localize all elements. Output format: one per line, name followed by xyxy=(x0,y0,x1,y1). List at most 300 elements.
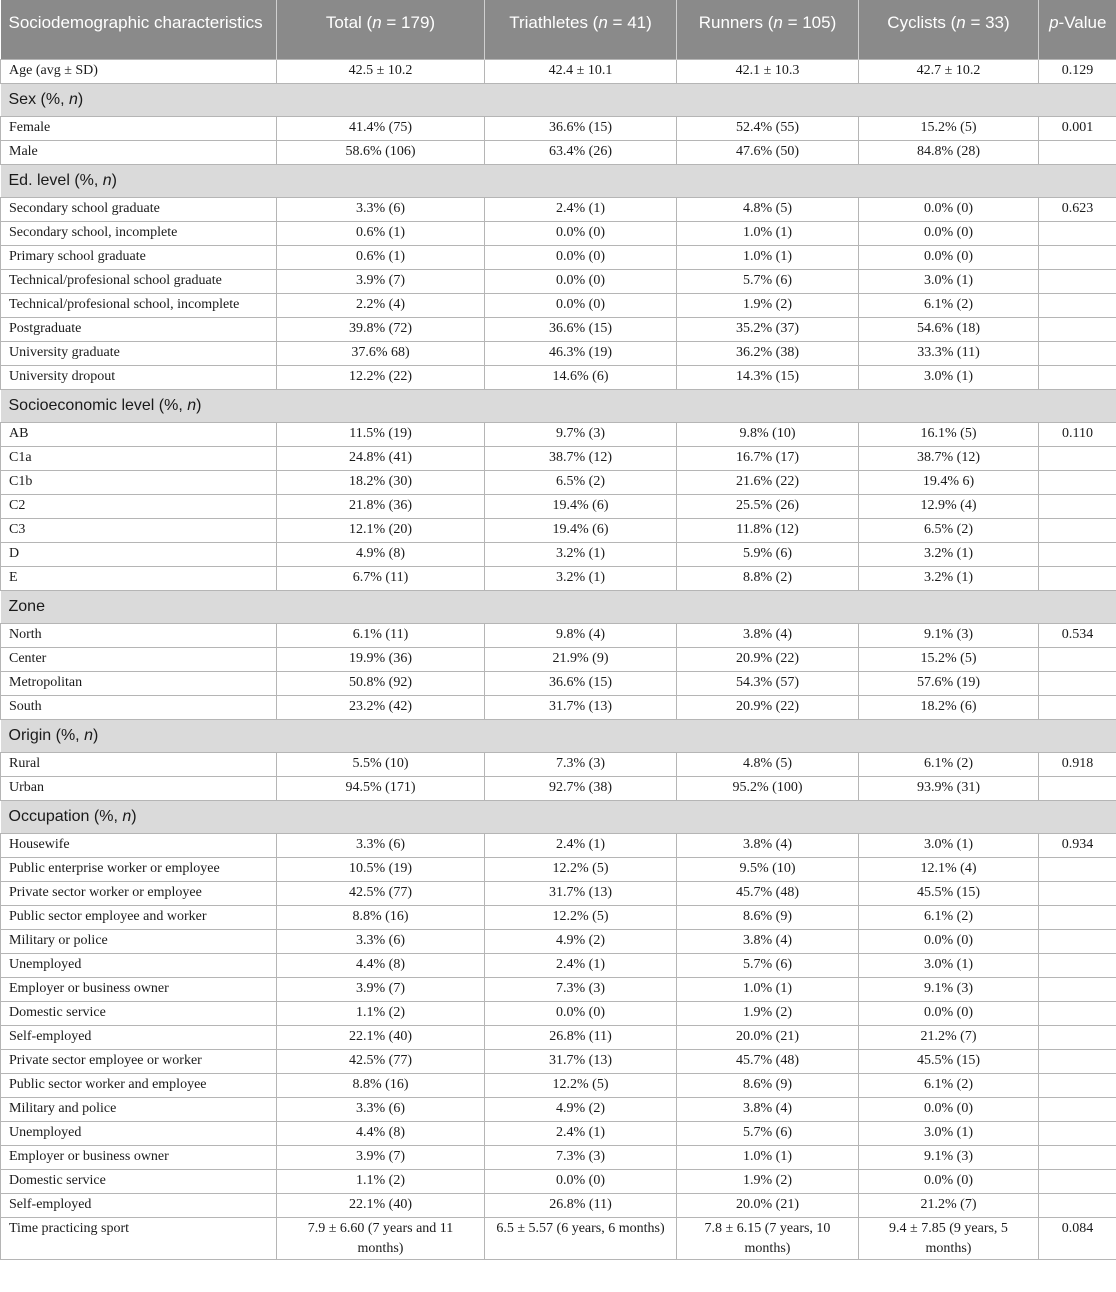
cell-runners: 54.3% (57) xyxy=(677,671,859,695)
cell-triathletes: 0.0% (0) xyxy=(485,1001,677,1025)
table-row-time-practicing xyxy=(1,1217,1116,1259)
equals-sign: = xyxy=(782,13,803,32)
row-label: Self-employed xyxy=(1,1025,277,1049)
cell-total: 3.3% (6) xyxy=(277,929,485,953)
cell-runners: 8.6% (9) xyxy=(677,1073,859,1097)
cell-cyclists: 45.5% (15) xyxy=(859,1049,1039,1073)
cell-runners: 20.0% (21) xyxy=(677,1025,859,1049)
cell-triathletes: 6.5% (2) xyxy=(485,470,677,494)
section-header xyxy=(1,389,1116,422)
cell-cyclists: 9.1% (3) xyxy=(859,977,1039,1001)
table-row xyxy=(1,245,1116,269)
cell-runners: 35.2% (37) xyxy=(677,317,859,341)
row-label: University graduate xyxy=(1,341,277,365)
cell-triathletes: 0.0% (0) xyxy=(485,245,677,269)
cell-p-value xyxy=(1039,1121,1116,1145)
cell-cyclists: 3.0% (1) xyxy=(859,269,1039,293)
table-row xyxy=(1,566,1116,590)
cell-cyclists: 45.5% (15) xyxy=(859,881,1039,905)
header-total: Total (n = 179) xyxy=(277,0,485,59)
cell-total: 4.9% (8) xyxy=(277,542,485,566)
cell-triathletes: 31.7% (13) xyxy=(485,695,677,719)
row-label: Public sector employee and worker xyxy=(1,905,277,929)
cell-total: 3.9% (7) xyxy=(277,1145,485,1169)
n-symbol: n xyxy=(372,13,382,32)
cell-total: 3.9% (7) xyxy=(277,977,485,1001)
cell-runners: 3.8% (4) xyxy=(677,833,859,857)
cell-runners: 20.9% (22) xyxy=(677,695,859,719)
row-label: Military and police xyxy=(1,1097,277,1121)
row-label: E xyxy=(1,566,277,590)
header-p-value-label: -Value xyxy=(1058,13,1107,32)
row-label: Metropolitan xyxy=(1,671,277,695)
cell-total: 1.1% (2) xyxy=(277,1169,485,1193)
table-row xyxy=(1,542,1116,566)
cell-p-value xyxy=(1039,140,1116,164)
cell-total: 0.6% (1) xyxy=(277,221,485,245)
cell-total: 8.8% (16) xyxy=(277,1073,485,1097)
cell-cyclists: 18.2% (6) xyxy=(859,695,1039,719)
header-p-value xyxy=(1039,0,1116,59)
cell-runners: 5.7% (6) xyxy=(677,1121,859,1145)
section-title-text: Zone xyxy=(8,597,45,615)
cell-triathletes: 19.4% (6) xyxy=(485,494,677,518)
cell-triathletes: 14.6% (6) xyxy=(485,365,677,389)
row-label: C1a xyxy=(1,446,277,470)
cell-cyclists: 57.6% (19) xyxy=(859,671,1039,695)
cell-cyclists: 21.2% (7) xyxy=(859,1193,1039,1217)
cell-total: 39.8% (72) xyxy=(277,317,485,341)
cell-runners: 1.9% (2) xyxy=(677,1169,859,1193)
cell-runners: 1.0% (1) xyxy=(677,977,859,1001)
cell-p-value: 0.129 xyxy=(1039,59,1116,83)
cell-runners: 9.5% (10) xyxy=(677,857,859,881)
cell-runners: 1.9% (2) xyxy=(677,293,859,317)
header-triathletes: Triathletes (n = 41) xyxy=(485,0,677,59)
cell-cyclists: 3.0% (1) xyxy=(859,1121,1039,1145)
row-label: Employer or business owner xyxy=(1,977,277,1001)
table-row xyxy=(1,833,1116,857)
cell-triathletes: 31.7% (13) xyxy=(485,1049,677,1073)
cell-total: 37.6% 68) xyxy=(277,341,485,365)
row-label: Primary school graduate xyxy=(1,245,277,269)
cell-triathletes: 42.4 ± 10.1 xyxy=(485,59,677,83)
table-row xyxy=(1,671,1116,695)
cell-cyclists: 6.1% (2) xyxy=(859,752,1039,776)
cell-triathletes: 0.0% (0) xyxy=(485,293,677,317)
cell-p-value xyxy=(1039,953,1116,977)
cell-triathletes: 36.6% (15) xyxy=(485,116,677,140)
table-row xyxy=(1,1145,1116,1169)
section-title-text: Origin (%, xyxy=(8,726,85,744)
row-label: Technical/profesional school graduate xyxy=(1,269,277,293)
cell-triathletes: 2.4% (1) xyxy=(485,953,677,977)
section-title-text: Sex (%, xyxy=(8,90,69,108)
cell-cyclists: 12.1% (4) xyxy=(859,857,1039,881)
cell-p-value xyxy=(1039,1001,1116,1025)
cell-total: 41.4% (75) xyxy=(277,116,485,140)
cell-triathletes: 2.4% (1) xyxy=(485,197,677,221)
cell-runners: 1.0% (1) xyxy=(677,1145,859,1169)
row-label: C2 xyxy=(1,494,277,518)
table-row-age xyxy=(1,59,1116,83)
section-title-close: ) xyxy=(196,396,202,414)
table-row xyxy=(1,446,1116,470)
table-row xyxy=(1,518,1116,542)
table-row xyxy=(1,1097,1116,1121)
cell-total: 3.3% (6) xyxy=(277,1097,485,1121)
cell-cyclists: 84.8% (28) xyxy=(859,140,1039,164)
row-label: Postgraduate xyxy=(1,317,277,341)
cell-p-value xyxy=(1039,1049,1116,1073)
n-symbol: n xyxy=(598,13,608,32)
cell-triathletes: 12.2% (5) xyxy=(485,1073,677,1097)
cell-triathletes: 92.7% (38) xyxy=(485,776,677,800)
cell-runners: 45.7% (48) xyxy=(677,1049,859,1073)
cell-triathletes: 7.3% (3) xyxy=(485,1145,677,1169)
cell-triathletes: 0.0% (0) xyxy=(485,221,677,245)
cell-total: 22.1% (40) xyxy=(277,1193,485,1217)
row-label: Domestic service xyxy=(1,1001,277,1025)
cell-runners: 36.2% (38) xyxy=(677,341,859,365)
cell-total: 24.8% (41) xyxy=(277,446,485,470)
cell-cyclists: 93.9% (31) xyxy=(859,776,1039,800)
cell-cyclists: 3.0% (1) xyxy=(859,953,1039,977)
header-total-n: 179 xyxy=(401,13,430,32)
cell-total: 42.5% (77) xyxy=(277,1049,485,1073)
row-label: Rural xyxy=(1,752,277,776)
cell-triathletes: 0.0% (0) xyxy=(485,269,677,293)
cell-cyclists: 15.2% (5) xyxy=(859,116,1039,140)
cell-p-value xyxy=(1039,221,1116,245)
row-label: Male xyxy=(1,140,277,164)
cell-cyclists: 42.7 ± 10.2 xyxy=(859,59,1039,83)
cell-cyclists: 6.5% (2) xyxy=(859,518,1039,542)
cell-runners: 4.8% (5) xyxy=(677,752,859,776)
cell-runners: 7.8 ± 6.15 (7 years, 10 months) xyxy=(677,1217,859,1259)
cell-total: 8.8% (16) xyxy=(277,905,485,929)
cell-p-value xyxy=(1039,317,1116,341)
cell-total: 7.9 ± 6.60 (7 years and 11 months) xyxy=(277,1217,485,1259)
cell-p-value xyxy=(1039,1169,1116,1193)
cell-runners: 1.9% (2) xyxy=(677,1001,859,1025)
table-row xyxy=(1,1025,1116,1049)
table-row xyxy=(1,905,1116,929)
cell-total: 50.8% (92) xyxy=(277,671,485,695)
header-total-label: Total xyxy=(325,13,362,32)
row-label: Public sector worker and employee xyxy=(1,1073,277,1097)
cell-p-value xyxy=(1039,245,1116,269)
section-title-text: Ed. level (%, xyxy=(8,171,103,189)
cell-runners: 8.6% (9) xyxy=(677,905,859,929)
row-label: C1b xyxy=(1,470,277,494)
cell-runners: 21.6% (22) xyxy=(677,470,859,494)
table-row xyxy=(1,317,1116,341)
cell-p-value: 0.534 xyxy=(1039,623,1116,647)
cell-p-value xyxy=(1039,269,1116,293)
cell-total: 6.7% (11) xyxy=(277,566,485,590)
cell-cyclists: 3.2% (1) xyxy=(859,566,1039,590)
cell-runners: 3.8% (4) xyxy=(677,929,859,953)
cell-p-value: 0.934 xyxy=(1039,833,1116,857)
row-label: Time practicing sport xyxy=(1,1217,277,1259)
section-title-close: ) xyxy=(131,807,137,825)
cell-triathletes: 26.8% (11) xyxy=(485,1193,677,1217)
cell-cyclists: 3.0% (1) xyxy=(859,833,1039,857)
cell-p-value xyxy=(1039,905,1116,929)
cell-p-value xyxy=(1039,1193,1116,1217)
n-symbol: n xyxy=(122,807,132,825)
cell-total: 23.2% (42) xyxy=(277,695,485,719)
cell-total: 42.5 ± 10.2 xyxy=(277,59,485,83)
cell-triathletes: 36.6% (15) xyxy=(485,317,677,341)
cell-runners: 3.8% (4) xyxy=(677,1097,859,1121)
row-label: South xyxy=(1,695,277,719)
table-row xyxy=(1,197,1116,221)
cell-runners: 42.1 ± 10.3 xyxy=(677,59,859,83)
section-header xyxy=(1,719,1116,752)
cell-p-value xyxy=(1039,293,1116,317)
row-label: Public enterprise worker or employee xyxy=(1,857,277,881)
cell-p-value: 0.918 xyxy=(1039,752,1116,776)
header-runners: Runners (n = 105) xyxy=(677,0,859,59)
cell-total: 12.1% (20) xyxy=(277,518,485,542)
cell-total: 6.1% (11) xyxy=(277,623,485,647)
header-triathletes-n: 41 xyxy=(627,13,647,32)
cell-triathletes: 19.4% (6) xyxy=(485,518,677,542)
cell-total: 3.3% (6) xyxy=(277,197,485,221)
p-symbol: p xyxy=(1049,13,1059,32)
cell-p-value xyxy=(1039,776,1116,800)
row-label: AB xyxy=(1,422,277,446)
n-symbol: n xyxy=(102,171,112,189)
cell-total: 0.6% (1) xyxy=(277,245,485,269)
cell-triathletes: 21.9% (9) xyxy=(485,647,677,671)
cell-cyclists: 0.0% (0) xyxy=(859,197,1039,221)
table-row xyxy=(1,422,1116,446)
table-row xyxy=(1,116,1116,140)
n-symbol: n xyxy=(68,90,78,108)
cell-p-value xyxy=(1039,1025,1116,1049)
table-row xyxy=(1,695,1116,719)
row-label: Military or police xyxy=(1,929,277,953)
table-row xyxy=(1,1073,1116,1097)
row-label: University dropout xyxy=(1,365,277,389)
cell-runners: 20.0% (21) xyxy=(677,1193,859,1217)
cell-p-value: 0.084 xyxy=(1039,1217,1116,1259)
section-title-text: Socioeconomic level (%, xyxy=(8,396,188,414)
cell-triathletes: 26.8% (11) xyxy=(485,1025,677,1049)
cell-triathletes: 4.9% (2) xyxy=(485,1097,677,1121)
cell-p-value xyxy=(1039,1145,1116,1169)
n-symbol: n xyxy=(187,396,197,414)
cell-triathletes: 0.0% (0) xyxy=(485,1169,677,1193)
cell-cyclists: 0.0% (0) xyxy=(859,245,1039,269)
cell-runners: 5.9% (6) xyxy=(677,542,859,566)
cell-triathletes: 9.8% (4) xyxy=(485,623,677,647)
row-label: Private sector employee or worker xyxy=(1,1049,277,1073)
cell-cyclists: 3.2% (1) xyxy=(859,542,1039,566)
cell-runners: 14.3% (15) xyxy=(677,365,859,389)
table-row xyxy=(1,647,1116,671)
cell-runners: 8.8% (2) xyxy=(677,566,859,590)
cell-p-value xyxy=(1039,494,1116,518)
cell-total: 4.4% (8) xyxy=(277,1121,485,1145)
cell-triathletes: 46.3% (19) xyxy=(485,341,677,365)
table-row xyxy=(1,1169,1116,1193)
table-footer-body xyxy=(1,1217,1116,1259)
cell-total: 19.9% (36) xyxy=(277,647,485,671)
table-row xyxy=(1,269,1116,293)
cell-total: 22.1% (40) xyxy=(277,1025,485,1049)
cell-runners: 95.2% (100) xyxy=(677,776,859,800)
section-title-close: ) xyxy=(92,726,99,744)
cell-cyclists: 33.3% (11) xyxy=(859,341,1039,365)
header-runners-n: 105 xyxy=(802,13,831,32)
cell-cyclists: 54.6% (18) xyxy=(859,317,1039,341)
cell-total: 94.5% (171) xyxy=(277,776,485,800)
header-cyclists-label: Cyclists xyxy=(887,13,946,32)
row-label: Urban xyxy=(1,776,277,800)
cell-cyclists: 38.7% (12) xyxy=(859,446,1039,470)
section-title xyxy=(1,389,1116,422)
cell-runners: 20.9% (22) xyxy=(677,647,859,671)
cell-p-value xyxy=(1039,881,1116,905)
section-header xyxy=(1,800,1116,833)
table-row xyxy=(1,623,1116,647)
cell-cyclists: 9.1% (3) xyxy=(859,623,1039,647)
section-title-close: ) xyxy=(77,90,84,108)
cell-triathletes: 3.2% (1) xyxy=(485,542,677,566)
row-label: Unemployed xyxy=(1,953,277,977)
cell-p-value xyxy=(1039,695,1116,719)
section-title-close: ) xyxy=(111,171,117,189)
table-row xyxy=(1,293,1116,317)
header-runners-label: Runners xyxy=(698,13,763,32)
cell-cyclists: 16.1% (5) xyxy=(859,422,1039,446)
cell-triathletes: 36.6% (15) xyxy=(485,671,677,695)
cell-cyclists: 0.0% (0) xyxy=(859,1001,1039,1025)
table-row xyxy=(1,752,1116,776)
cell-p-value xyxy=(1039,1073,1116,1097)
equals-sign: = xyxy=(965,13,986,32)
cell-p-value xyxy=(1039,365,1116,389)
table-body xyxy=(1,59,1116,1217)
table-row xyxy=(1,140,1116,164)
cell-total: 3.3% (6) xyxy=(277,833,485,857)
row-label: Technical/profesional school, incomplete xyxy=(1,293,277,317)
cell-triathletes: 38.7% (12) xyxy=(485,446,677,470)
row-label: North xyxy=(1,623,277,647)
cell-p-value xyxy=(1039,542,1116,566)
cell-runners: 25.5% (26) xyxy=(677,494,859,518)
cell-runners: 1.0% (1) xyxy=(677,245,859,269)
cell-p-value xyxy=(1039,446,1116,470)
row-label: Housewife xyxy=(1,833,277,857)
section-header xyxy=(1,164,1116,197)
table-row xyxy=(1,494,1116,518)
table-row xyxy=(1,1049,1116,1073)
cell-total: 3.9% (7) xyxy=(277,269,485,293)
cell-cyclists: 19.4% 6) xyxy=(859,470,1039,494)
cell-triathletes: 7.3% (3) xyxy=(485,752,677,776)
cell-total: 42.5% (77) xyxy=(277,881,485,905)
row-label: Female xyxy=(1,116,277,140)
table-row xyxy=(1,1001,1116,1025)
cell-triathletes: 12.2% (5) xyxy=(485,905,677,929)
table-row xyxy=(1,977,1116,1001)
cell-p-value xyxy=(1039,929,1116,953)
cell-total: 12.2% (22) xyxy=(277,365,485,389)
cell-cyclists: 6.1% (2) xyxy=(859,905,1039,929)
cell-runners: 45.7% (48) xyxy=(677,881,859,905)
equals-sign: = xyxy=(381,13,402,32)
header-cyclists: Cyclists (n = 33) xyxy=(859,0,1039,59)
cell-triathletes: 31.7% (13) xyxy=(485,881,677,905)
row-label: Unemployed xyxy=(1,1121,277,1145)
row-label: Private sector worker or employee xyxy=(1,881,277,905)
cell-triathletes: 7.3% (3) xyxy=(485,977,677,1001)
cell-runners: 47.6% (50) xyxy=(677,140,859,164)
n-symbol: n xyxy=(956,13,966,32)
header-row xyxy=(1,0,1116,59)
cell-cyclists: 6.1% (2) xyxy=(859,1073,1039,1097)
table-row xyxy=(1,365,1116,389)
cell-runners: 16.7% (17) xyxy=(677,446,859,470)
table-row xyxy=(1,1121,1116,1145)
cell-runners: 52.4% (55) xyxy=(677,116,859,140)
cell-p-value xyxy=(1039,671,1116,695)
cell-p-value xyxy=(1039,518,1116,542)
cell-p-value xyxy=(1039,341,1116,365)
row-label: Secondary school, incomplete xyxy=(1,221,277,245)
cell-total: 21.8% (36) xyxy=(277,494,485,518)
cell-total: 18.2% (30) xyxy=(277,470,485,494)
row-label: Center xyxy=(1,647,277,671)
section-title xyxy=(1,800,1116,833)
header-characteristics-label: Sociodemographic characteristics xyxy=(8,13,263,32)
cell-total: 11.5% (19) xyxy=(277,422,485,446)
cell-p-value: 0.623 xyxy=(1039,197,1116,221)
cell-p-value xyxy=(1039,977,1116,1001)
cell-runners: 3.8% (4) xyxy=(677,623,859,647)
cell-p-value: 0.001 xyxy=(1039,116,1116,140)
cell-p-value xyxy=(1039,857,1116,881)
cell-runners: 11.8% (12) xyxy=(677,518,859,542)
section-title-text: Occupation (%, xyxy=(8,807,123,825)
cell-p-value xyxy=(1039,566,1116,590)
cell-triathletes: 9.7% (3) xyxy=(485,422,677,446)
cell-triathletes: 2.4% (1) xyxy=(485,833,677,857)
table-row xyxy=(1,881,1116,905)
row-label: Employer or business owner xyxy=(1,1145,277,1169)
section-title xyxy=(1,83,1116,116)
cell-triathletes: 3.2% (1) xyxy=(485,566,677,590)
table-row xyxy=(1,470,1116,494)
cell-triathletes: 63.4% (26) xyxy=(485,140,677,164)
section-title xyxy=(1,719,1116,752)
header-cyclists-n: 33 xyxy=(985,13,1005,32)
header-characteristics xyxy=(1,0,277,59)
cell-runners: 9.8% (10) xyxy=(677,422,859,446)
cell-total: 10.5% (19) xyxy=(277,857,485,881)
cell-cyclists: 0.0% (0) xyxy=(859,1097,1039,1121)
cell-p-value xyxy=(1039,470,1116,494)
cell-p-value xyxy=(1039,1097,1116,1121)
cell-p-value: 0.110 xyxy=(1039,422,1116,446)
cell-cyclists: 0.0% (0) xyxy=(859,929,1039,953)
table-row xyxy=(1,929,1116,953)
